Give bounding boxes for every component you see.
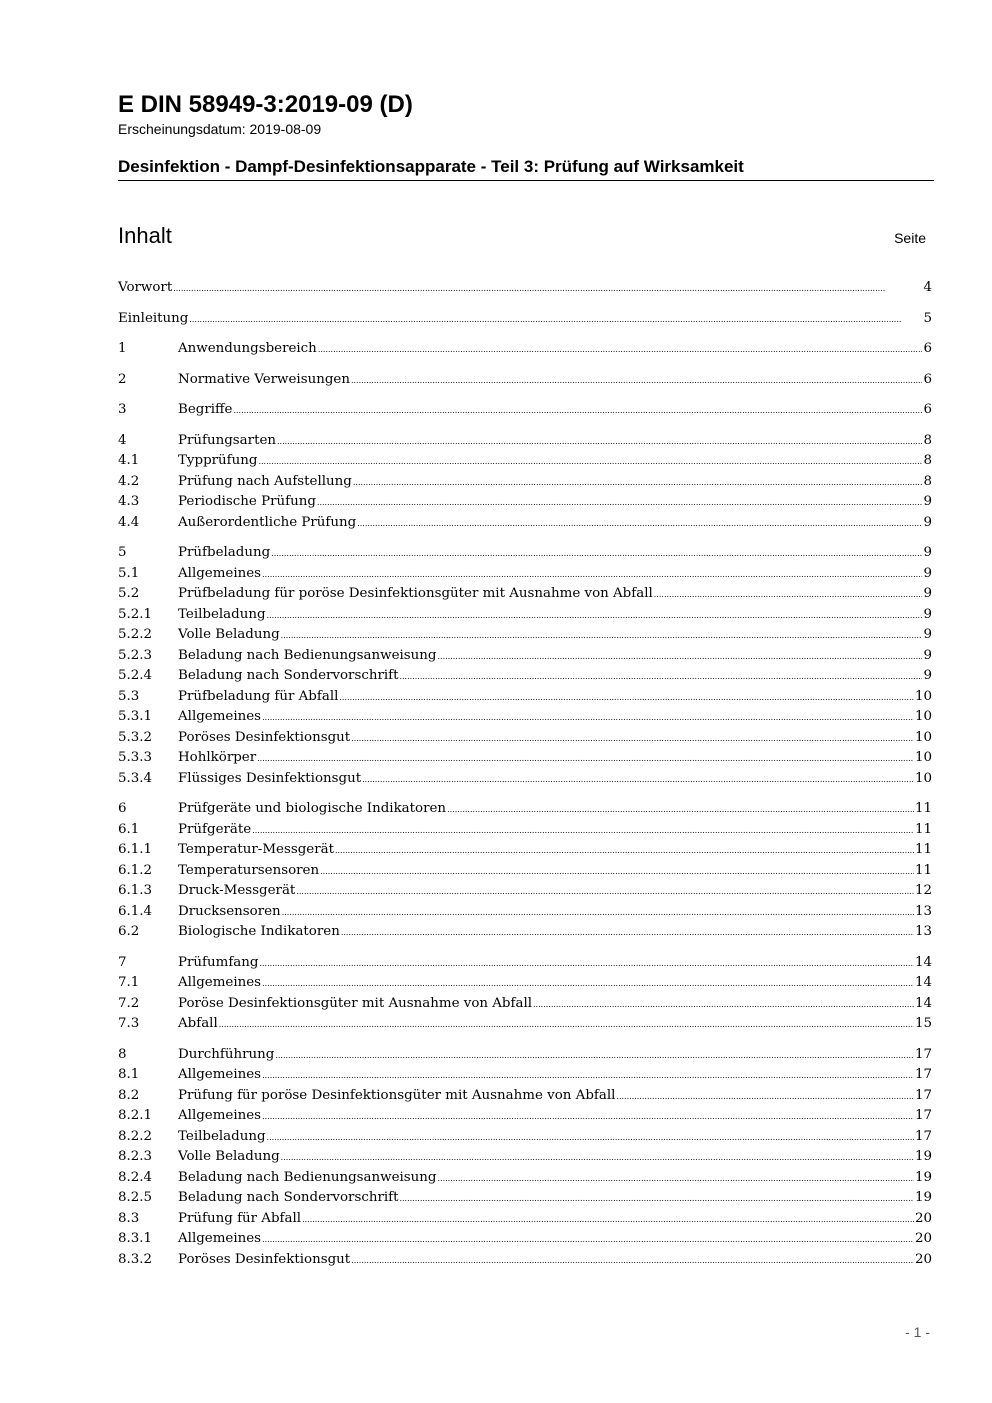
- toc-entry[interactable]: [118, 973, 932, 994]
- toc-dot-leader: [339, 687, 914, 708]
- publication-date: Erscheinungsdatum: 2019-08-09: [118, 121, 322, 137]
- toc-dot-leader: [219, 1014, 914, 1035]
- toc-dot-leader: [262, 1065, 914, 1086]
- toc-entry-page: 14: [914, 954, 932, 970]
- toc-entry-page: 19: [914, 1190, 932, 1205]
- toc-entry-number: 2: [118, 371, 127, 387]
- toc-entry-title: Biologische Indikatoren: [178, 924, 340, 939]
- document-id: E DIN 58949-3:2019-09 (D): [118, 91, 413, 118]
- toc-entry-number: 5.3.4: [118, 770, 153, 786]
- toc-entry-number: 7.1: [118, 975, 140, 990]
- toc-entry-page: 17: [914, 1087, 932, 1103]
- toc-entry-title: Begriffe: [178, 402, 233, 417]
- toc-entry-page: 17: [914, 1128, 932, 1144]
- toc-entry-title: Prüfumfang: [178, 954, 259, 970]
- toc-entry-title: Allgemeines: [178, 975, 262, 990]
- toc-entry-title: Teilbeladung: [178, 1128, 266, 1144]
- toc-entry-title: Prüfung nach Aufstellung: [178, 473, 352, 489]
- toc-entry-number: 4.4: [118, 514, 140, 530]
- toc-entry-page: 11: [914, 842, 932, 857]
- toc-dot-leader: [341, 922, 914, 943]
- toc-entry-title: Prüfbeladung: [178, 545, 271, 560]
- toc-entry-title: Typprüfung: [178, 453, 258, 468]
- toc-dot-leader: [351, 1250, 914, 1271]
- toc-entry-title: Prüfgeräte: [178, 821, 252, 837]
- toc-entry-page: 9: [923, 545, 932, 560]
- toc-entry-page: 17: [914, 1108, 932, 1123]
- toc-entry[interactable]: [118, 820, 932, 841]
- toc-dot-leader: [317, 492, 923, 513]
- toc-entry-number: 5.3.2: [118, 729, 153, 745]
- toc-entry-title: Anwendungsbereich: [178, 341, 317, 356]
- toc-page-column-label: Seite: [894, 230, 926, 246]
- toc-dot-leader: [447, 799, 914, 820]
- toc-dot-leader: [262, 707, 914, 728]
- toc-dot-leader: [351, 370, 923, 391]
- toc-entry-page: 11: [914, 821, 932, 837]
- toc-entry-number: 6.1: [118, 821, 140, 837]
- toc-entry-number: 8.3: [118, 1210, 140, 1226]
- toc-entry[interactable]: [118, 1106, 932, 1127]
- toc-entry-page: 9: [923, 514, 932, 530]
- toc-dot-leader: [262, 1106, 914, 1127]
- toc-entry-page: 10: [914, 709, 932, 724]
- toc-entry-title: Teilbeladung: [178, 606, 266, 622]
- toc-entry-title: Prüfbeladung für Abfall: [178, 688, 339, 704]
- toc-dot-leader: [654, 584, 923, 605]
- toc-entry-title: Prüfbeladung für poröse Desinfektionsgüter mit Ausnahme von Abfall: [178, 586, 653, 601]
- toc-dot-leader: [302, 1209, 914, 1230]
- toc-dot-leader: [399, 1188, 913, 1209]
- toc-entry-number: 6.1.4: [118, 903, 153, 919]
- toc-entry-title: Hohlkörper: [178, 750, 257, 765]
- toc-entry-number: 8.2: [118, 1087, 140, 1103]
- toc-entry-page: 8: [923, 432, 932, 448]
- toc-entry[interactable]: [118, 666, 932, 687]
- toc-entry-title: Allgemeines: [178, 565, 262, 581]
- toc-entry-page: 6: [923, 341, 932, 356]
- toc-dot-leader: [357, 513, 922, 534]
- toc-dot-leader: [351, 728, 914, 749]
- toc-entry-title: Prüfungsarten: [178, 432, 276, 448]
- toc-dot-leader: [296, 881, 914, 902]
- toc-entry-title: Prüfgeräte und biologische Indikatoren: [178, 801, 447, 816]
- toc-entry-number: 6.2: [118, 924, 140, 939]
- toc-entry-title: Allgemeines: [178, 1108, 262, 1123]
- toc-dot-leader: [281, 1147, 914, 1168]
- toc-entry-number: 4.2: [118, 473, 140, 489]
- toc-entry-number: 7: [118, 954, 127, 970]
- toc-entry-title: Beladung nach Bedienungsanweisung: [178, 1169, 437, 1185]
- toc-entry[interactable]: [118, 625, 932, 646]
- toc-entry-number: 5.2.4: [118, 668, 153, 683]
- toc-entry-number: 6.1.2: [118, 862, 153, 878]
- toc-entry[interactable]: [118, 687, 932, 708]
- toc-dot-leader: [438, 1168, 914, 1189]
- toc-entry-title: Temperatur-Messgerät: [178, 842, 334, 857]
- toc-entry-number: 5.3: [118, 688, 140, 704]
- toc-entry-title: Beladung nach Sondervorschrift: [178, 1190, 399, 1205]
- toc-entry[interactable]: [118, 431, 932, 452]
- toc-entry-number: 8.3.1: [118, 1231, 153, 1246]
- toc-dot-leader: [277, 431, 922, 452]
- toc-entry[interactable]: [118, 1250, 932, 1271]
- toc-entry-number: 5.2.2: [118, 627, 153, 642]
- toc-entry[interactable]: [118, 881, 932, 902]
- toc-entry-title: Poröses Desinfektionsgut: [178, 729, 351, 745]
- toc-entry-title: Vorwort: [118, 280, 173, 295]
- toc-entry-title: Periodische Prüfung: [178, 494, 316, 509]
- toc-entry[interactable]: [118, 799, 932, 820]
- toc-entry-number: 4: [118, 432, 127, 448]
- toc-title: Inhalt: [118, 223, 172, 248]
- toc-entry[interactable]: [118, 309, 932, 330]
- toc-entry-page: 17: [914, 1067, 932, 1082]
- toc-dot-leader: [262, 973, 914, 994]
- toc-entry[interactable]: [118, 370, 932, 391]
- toc-entry-page: 4: [923, 280, 932, 295]
- toc-entry-title: Volle Beladung: [178, 627, 280, 642]
- toc-entry-page: 14: [914, 995, 932, 1011]
- toc-entry[interactable]: [118, 922, 932, 943]
- toc-entry-page: 6: [923, 402, 932, 417]
- toc-entry-page: 19: [914, 1169, 932, 1185]
- toc-dot-leader: [262, 1229, 914, 1250]
- toc-entry[interactable]: [118, 1188, 932, 1209]
- toc-dot-leader: [252, 820, 914, 841]
- document-header: [118, 92, 934, 181]
- toc-dot-leader: [362, 769, 914, 790]
- toc-entry-page: 20: [914, 1251, 932, 1267]
- toc-entry-number: 7.2: [118, 995, 140, 1011]
- toc-entry-page: 11: [914, 801, 932, 816]
- toc-dot-leader: [399, 666, 922, 687]
- toc-entry[interactable]: [118, 1086, 932, 1107]
- toc-entry-page: 9: [923, 494, 932, 509]
- toc-entry[interactable]: [118, 278, 932, 299]
- toc-entry-page: 20: [914, 1231, 932, 1246]
- toc-entry[interactable]: [118, 400, 932, 421]
- toc-entry-title: Allgemeines: [178, 1067, 262, 1082]
- toc-dot-leader: [233, 400, 922, 421]
- toc-entry-title: Poröse Desinfektionsgüter mit Ausnahme von Abfall: [178, 995, 533, 1011]
- toc-dot-leader: [335, 840, 914, 861]
- toc-dot-leader: [318, 339, 923, 360]
- toc-dot-leader: [267, 1127, 914, 1148]
- toc-entry-number: 5.2: [118, 586, 140, 601]
- toc-entry[interactable]: [118, 1168, 932, 1189]
- toc-entry[interactable]: [118, 646, 932, 667]
- toc-dot-leader: [438, 646, 923, 667]
- toc-entry-page: 10: [914, 688, 932, 704]
- toc-entry-title: Beladung nach Sondervorschrift: [178, 668, 399, 683]
- toc-entry-page: 13: [914, 924, 932, 939]
- toc-entry-page: 9: [923, 586, 932, 601]
- page-number: - 1 -: [905, 1324, 930, 1340]
- toc-entry-number: 5: [118, 545, 127, 560]
- toc-entry-number: 8.3.2: [118, 1251, 153, 1267]
- toc-dot-leader: [262, 564, 922, 585]
- toc-entry[interactable]: [118, 1014, 932, 1035]
- toc-entry-number: 7.3: [118, 1016, 140, 1031]
- toc-dot-leader: [353, 472, 923, 493]
- toc-entry[interactable]: [118, 451, 932, 472]
- toc-dot-leader: [189, 309, 922, 330]
- table-of-contents: [118, 278, 932, 1270]
- toc-dot-leader: [258, 451, 922, 472]
- toc-entry-title: Außerordentliche Prüfung: [178, 514, 357, 530]
- toc-entry-title: Volle Beladung: [178, 1149, 280, 1164]
- toc-entry-page: 20: [914, 1210, 932, 1226]
- toc-entry-page: 11: [914, 862, 932, 878]
- toc-entry-title: Durchführung: [178, 1046, 275, 1062]
- toc-entry[interactable]: [118, 339, 932, 360]
- toc-entry-page: 5: [923, 310, 932, 326]
- toc-entry-page: 8: [923, 473, 932, 489]
- toc-entry-page: 15: [914, 1016, 932, 1031]
- toc-entry-title: Beladung nach Bedienungsanweisung: [178, 647, 437, 663]
- toc-entry-number: 5.2.1: [118, 606, 153, 622]
- toc-entry[interactable]: [118, 543, 932, 564]
- toc-entry[interactable]: [118, 1045, 932, 1066]
- toc-entry[interactable]: [118, 769, 932, 790]
- toc-entry-title: Normative Verweisungen: [178, 371, 350, 387]
- toc-dot-leader: [259, 953, 914, 974]
- toc-entry-title: Poröses Desinfektionsgut: [178, 1251, 351, 1267]
- toc-entry[interactable]: [118, 1209, 932, 1230]
- toc-entry-number: 5.3.1: [118, 709, 153, 724]
- toc-entry-number: 4.3: [118, 494, 140, 509]
- toc-entry-page: 10: [914, 770, 932, 786]
- toc-entry-number: 6: [118, 801, 127, 816]
- toc-entry[interactable]: [118, 1147, 932, 1168]
- toc-entry-number: 6.1.3: [118, 883, 153, 898]
- toc-entry[interactable]: [118, 605, 932, 626]
- toc-entry-number: 5.3.3: [118, 750, 153, 765]
- toc-entry-number: 1: [118, 341, 127, 356]
- toc-entry-page: 17: [914, 1046, 932, 1062]
- toc-dot-leader: [257, 748, 914, 769]
- toc-dot-leader: [275, 1045, 914, 1066]
- toc-dot-leader: [271, 543, 922, 564]
- toc-entry-page: 14: [914, 975, 932, 990]
- toc-entry-number: 8: [118, 1046, 127, 1062]
- toc-entry[interactable]: [118, 472, 932, 493]
- toc-entry-title: Einleitung: [118, 310, 189, 326]
- toc-entry-number: 5.2.3: [118, 647, 153, 663]
- toc-dot-leader: [320, 861, 914, 882]
- toc-entry-number: 8.2.2: [118, 1128, 153, 1144]
- toc-entry[interactable]: [118, 861, 932, 882]
- toc-entry[interactable]: [118, 564, 932, 585]
- toc-entry-title: Prüfung für poröse Desinfektionsgüter mit Ausnahme von Abfall: [178, 1087, 616, 1103]
- toc-entry-page: 9: [923, 606, 932, 622]
- toc-entry-page: 10: [914, 750, 932, 765]
- toc-entry-number: 3: [118, 402, 127, 417]
- toc-entry-title: Abfall: [178, 1016, 218, 1031]
- toc-entry-title: Temperatursensoren: [178, 862, 320, 878]
- toc-entry[interactable]: [118, 902, 932, 923]
- toc-entry[interactable]: [118, 840, 932, 861]
- toc-entry-page: 9: [923, 627, 932, 642]
- toc-entry-number: 8.2.1: [118, 1108, 153, 1123]
- toc-entry[interactable]: [118, 1229, 932, 1250]
- toc-entry-number: 8.1: [118, 1067, 140, 1082]
- toc-entry-title: Flüssiges Desinfektionsgut: [178, 770, 362, 786]
- toc-entry-page: 9: [923, 668, 932, 683]
- toc-entry[interactable]: [118, 1065, 932, 1086]
- toc-dot-leader: [533, 994, 914, 1015]
- toc-entry-number: 8.2.4: [118, 1169, 153, 1185]
- toc-entry-number: 4.1: [118, 453, 140, 468]
- toc-entry-number: 6.1.1: [118, 842, 153, 857]
- toc-entry[interactable]: [118, 513, 932, 534]
- toc-entry-page: 6: [923, 371, 932, 387]
- toc-entry-page: 10: [914, 729, 932, 745]
- toc-entry-number: 8.2.5: [118, 1190, 153, 1205]
- toc-entry-title: Druck-Messgerät: [178, 883, 296, 898]
- toc-entry-page: 19: [914, 1149, 932, 1164]
- toc-entry[interactable]: [118, 748, 932, 769]
- toc-dot-leader: [173, 278, 922, 299]
- toc-entry[interactable]: [118, 953, 932, 974]
- document-title: Desinfektion - Dampf-Desinfektionsapparate - Teil 3: Prüfung auf Wirksamkeit: [118, 156, 934, 181]
- toc-entry-page: 8: [923, 453, 932, 468]
- toc-dot-leader: [267, 605, 923, 626]
- toc-entry-title: Allgemeines: [178, 709, 262, 724]
- toc-entry-page: 12: [914, 883, 932, 898]
- toc-entry-title: Allgemeines: [178, 1231, 262, 1246]
- toc-entry[interactable]: [118, 584, 932, 605]
- toc-entry[interactable]: [118, 994, 932, 1015]
- toc-entry[interactable]: [118, 728, 932, 749]
- toc-dot-leader: [282, 902, 914, 923]
- toc-entry-number: 8.2.3: [118, 1149, 153, 1164]
- toc-entry-page: 13: [914, 903, 932, 919]
- toc-dot-leader: [281, 625, 923, 646]
- toc-entry[interactable]: [118, 1127, 932, 1148]
- toc-entry-page: 9: [923, 565, 932, 581]
- toc-entry[interactable]: [118, 492, 932, 513]
- toc-dot-leader: [616, 1086, 914, 1107]
- toc-entry-title: Drucksensoren: [178, 903, 281, 919]
- toc-entry[interactable]: [118, 707, 932, 728]
- toc-entry-title: Prüfung für Abfall: [178, 1210, 302, 1226]
- toc-entry-page: 9: [923, 647, 932, 663]
- toc-entry-number: 5.1: [118, 565, 140, 581]
